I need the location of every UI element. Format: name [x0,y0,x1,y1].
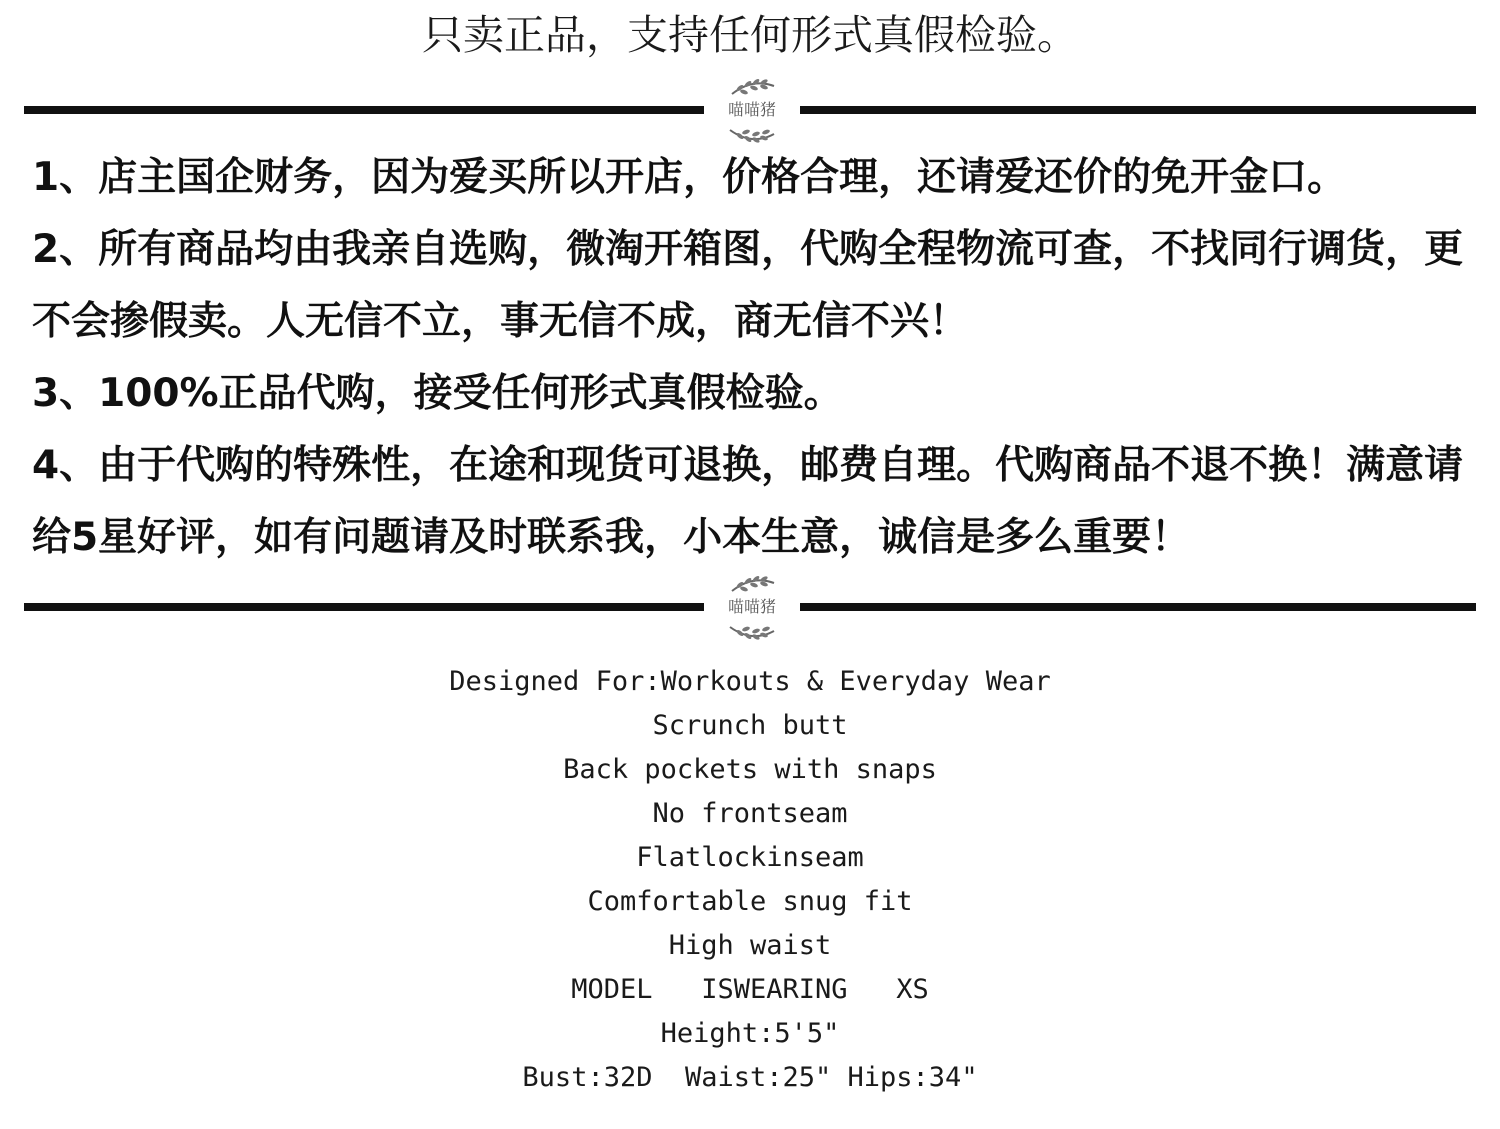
divider-bar-left [24,603,704,611]
product-specs [0,660,1500,1100]
wheat-emblem [704,569,800,649]
emblem-text: 喵喵猪 [727,100,776,119]
wheat-bottom-icon [704,619,800,647]
divider-bar-right [800,106,1476,114]
rule-item: 1、店主国企财务，因为爱买所以开店，价格合理，还请爱还价的免开金口。 [32,155,1347,200]
spec-line: No frontseam [652,798,848,829]
bottom-divider [24,569,1476,649]
spec-line: High waist [668,930,832,961]
spec-line: Bust:32D Waist:25" Hips:34" [522,1062,978,1093]
spec-line: Flatlockinseam [636,842,864,873]
divider-bar-left [24,106,704,114]
headline: 只卖正品，支持任何形式真假检验。 [422,11,1078,59]
wheat-emblem [704,72,800,152]
spec-line: Comfortable snug fit [587,886,913,917]
spec-line: MODEL ISWEARING XS [571,974,929,1005]
store-rules [32,142,1472,574]
spec-line: Scrunch butt [652,710,848,741]
top-divider [24,72,1476,152]
rule-item: 2、所有商品均由我亲自选购，微淘开箱图，代购全程物流可查，不找同行调货，更不会掺假卖。人无信不立，事无信不成，商无信不兴！ [32,227,1464,344]
rule-item: 4、由于代购的特殊性，在途和现货可退换，邮费自理。代购商品不退不换！满意请给5星好评，如有问题请及时联系我，小本生意，诚信是多么重要！ [32,443,1464,560]
spec-line: Back pockets with snaps [563,754,937,785]
wheat-top-icon [704,569,800,597]
divider-bar-right [800,603,1476,611]
spec-line: Height:5'5" [660,1018,840,1049]
spec-line: Designed For:Workouts & Everyday Wear [449,666,1051,697]
rule-item: 3、100%正品代购，接受任何形式真假检验。 [32,371,843,416]
emblem-text: 喵喵猪 [727,597,776,616]
wheat-top-icon [704,72,800,100]
